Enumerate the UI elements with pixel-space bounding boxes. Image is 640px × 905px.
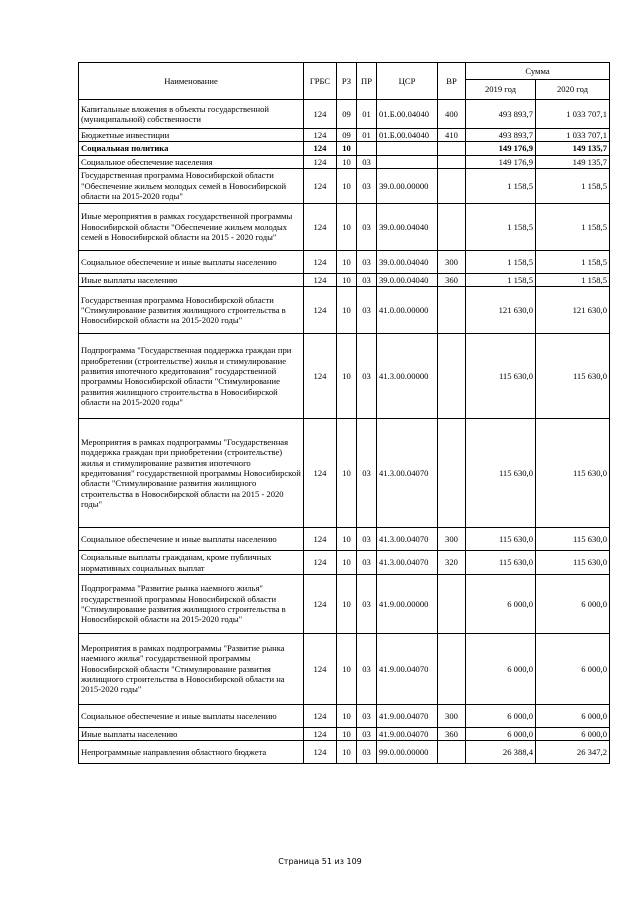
cell-pr: 03 bbox=[357, 741, 377, 764]
header-csr: ЦСР bbox=[377, 63, 438, 100]
cell-name: Подпрограмма "Государственная поддержка граждан при приобретении (строительстве) жилья и стимулирование развития ипотечного кредитования" государственной программы Новосибирской области "Стимулирование развития жилищного строительства в Новосибирской области на 2015-2020 годы" bbox=[79, 334, 304, 419]
cell-pr: 03 bbox=[357, 273, 377, 286]
table-row bbox=[79, 129, 610, 142]
cell-csr: 99.0.00.00000 bbox=[377, 741, 438, 764]
cell-pr: 01 bbox=[357, 129, 377, 142]
cell-rz: 10 bbox=[337, 741, 357, 764]
cell-rz: 10 bbox=[337, 155, 357, 168]
cell-sum-2019: 1 158,5 bbox=[466, 168, 536, 203]
cell-sum-2019: 1 158,5 bbox=[466, 273, 536, 286]
cell-grbs: 124 bbox=[304, 250, 337, 273]
cell-rz: 10 bbox=[337, 528, 357, 551]
cell-rz: 10 bbox=[337, 203, 357, 250]
cell-rz: 10 bbox=[337, 168, 357, 203]
cell-sum-2019: 121 630,0 bbox=[466, 287, 536, 334]
table-body bbox=[79, 100, 610, 764]
cell-sum-2019: 1 158,5 bbox=[466, 250, 536, 273]
table-row bbox=[79, 155, 610, 168]
cell-grbs: 124 bbox=[304, 168, 337, 203]
cell-sum-2019: 26 388,4 bbox=[466, 741, 536, 764]
table-row bbox=[79, 168, 610, 203]
cell-vr bbox=[438, 142, 466, 155]
cell-rz: 10 bbox=[337, 551, 357, 575]
cell-sum-2020: 1 158,5 bbox=[536, 273, 610, 286]
cell-pr: 03 bbox=[357, 203, 377, 250]
cell-name: Иные выплаты населению bbox=[79, 727, 304, 740]
cell-pr: 03 bbox=[357, 574, 377, 633]
cell-vr bbox=[438, 155, 466, 168]
cell-name: Социальное обеспечение и иные выплаты населению bbox=[79, 704, 304, 727]
cell-rz: 10 bbox=[337, 727, 357, 740]
table-row bbox=[79, 287, 610, 334]
header-vr: ВР bbox=[438, 63, 466, 100]
cell-grbs: 124 bbox=[304, 741, 337, 764]
cell-pr: 03 bbox=[357, 155, 377, 168]
cell-rz: 10 bbox=[337, 142, 357, 155]
cell-vr bbox=[438, 203, 466, 250]
cell-name: Мероприятия в рамках подпрограммы "Государственная поддержка граждан при приобретении (строительстве) жилья и стимулирование развития ипотечного кредитования" государственной программы Новосибирской области "Стимулирование развития жилищного строительства в Новосибирской области на 2015 - 2020 годы" bbox=[79, 419, 304, 528]
cell-sum-2020: 115 630,0 bbox=[536, 419, 610, 528]
cell-sum-2020: 26 347,2 bbox=[536, 741, 610, 764]
cell-sum-2019: 115 630,0 bbox=[466, 551, 536, 575]
cell-grbs: 124 bbox=[304, 287, 337, 334]
cell-csr: 01.Б.00.04040 bbox=[377, 129, 438, 142]
cell-vr: 300 bbox=[438, 704, 466, 727]
cell-rz: 10 bbox=[337, 334, 357, 419]
cell-grbs: 124 bbox=[304, 704, 337, 727]
table-row bbox=[79, 528, 610, 551]
cell-grbs: 124 bbox=[304, 129, 337, 142]
header-year-2020: 2020 год bbox=[536, 80, 610, 100]
cell-rz: 10 bbox=[337, 250, 357, 273]
table-row bbox=[79, 203, 610, 250]
cell-pr: 03 bbox=[357, 168, 377, 203]
cell-sum-2020: 121 630,0 bbox=[536, 287, 610, 334]
cell-vr: 410 bbox=[438, 129, 466, 142]
table-row bbox=[79, 142, 610, 155]
cell-csr: 41.9.00.00000 bbox=[377, 574, 438, 633]
cell-vr bbox=[438, 574, 466, 633]
header-year-2019: 2019 год bbox=[466, 80, 536, 100]
cell-rz: 09 bbox=[337, 100, 357, 129]
table-row bbox=[79, 633, 610, 704]
cell-sum-2020: 1 158,5 bbox=[536, 168, 610, 203]
cell-vr bbox=[438, 287, 466, 334]
cell-pr: 03 bbox=[357, 528, 377, 551]
cell-vr bbox=[438, 334, 466, 419]
cell-sum-2019: 493 893,7 bbox=[466, 129, 536, 142]
cell-grbs: 124 bbox=[304, 633, 337, 704]
cell-csr bbox=[377, 142, 438, 155]
cell-csr: 41.3.00.04070 bbox=[377, 419, 438, 528]
header-name: Наименование bbox=[79, 63, 304, 100]
cell-sum-2019: 6 000,0 bbox=[466, 633, 536, 704]
cell-sum-2020: 6 000,0 bbox=[536, 633, 610, 704]
cell-name: Капитальные вложения в объекты государственной (муниципальной) собственности bbox=[79, 100, 304, 129]
cell-sum-2020: 149 135,7 bbox=[536, 142, 610, 155]
cell-grbs: 124 bbox=[304, 727, 337, 740]
cell-grbs: 124 bbox=[304, 203, 337, 250]
cell-vr bbox=[438, 419, 466, 528]
budget-table bbox=[78, 62, 610, 764]
header-sum: Сумма bbox=[466, 63, 610, 80]
header-pr: ПР bbox=[357, 63, 377, 100]
cell-name: Непрограммные направления областного бюджета bbox=[79, 741, 304, 764]
table-row bbox=[79, 250, 610, 273]
header-rz: РЗ bbox=[337, 63, 357, 100]
cell-pr: 03 bbox=[357, 727, 377, 740]
cell-csr: 01.Б.00.04040 bbox=[377, 100, 438, 129]
cell-csr: 41.3.00.00000 bbox=[377, 334, 438, 419]
cell-grbs: 124 bbox=[304, 551, 337, 575]
cell-sum-2020: 6 000,0 bbox=[536, 574, 610, 633]
cell-sum-2019: 115 630,0 bbox=[466, 528, 536, 551]
cell-csr: 41.9.00.04070 bbox=[377, 727, 438, 740]
table-row bbox=[79, 741, 610, 764]
cell-sum-2019: 149 176,9 bbox=[466, 155, 536, 168]
cell-rz: 10 bbox=[337, 273, 357, 286]
cell-vr: 320 bbox=[438, 551, 466, 575]
cell-pr: 03 bbox=[357, 633, 377, 704]
table-row bbox=[79, 419, 610, 528]
cell-rz: 10 bbox=[337, 574, 357, 633]
table-row bbox=[79, 273, 610, 286]
cell-name: Иные мероприятия в рамках государственной программы Новосибирской области "Обеспечение жильем молодых семей в Новосибирской области на 2015 - 2020 годы" bbox=[79, 203, 304, 250]
cell-sum-2020: 115 630,0 bbox=[536, 551, 610, 575]
cell-csr: 41.0.00.00000 bbox=[377, 287, 438, 334]
cell-vr bbox=[438, 168, 466, 203]
cell-grbs: 124 bbox=[304, 419, 337, 528]
header-grbs: ГРБС bbox=[304, 63, 337, 100]
cell-csr: 39.0.00.04040 bbox=[377, 273, 438, 286]
cell-rz: 10 bbox=[337, 704, 357, 727]
cell-sum-2019: 115 630,0 bbox=[466, 419, 536, 528]
cell-vr: 400 bbox=[438, 100, 466, 129]
page-number: Страница 51 из 109 bbox=[278, 857, 362, 866]
cell-sum-2019: 6 000,0 bbox=[466, 727, 536, 740]
cell-name: Социальное обеспечение и иные выплаты населению bbox=[79, 250, 304, 273]
cell-sum-2019: 493 893,7 bbox=[466, 100, 536, 129]
cell-name: Государственная программа Новосибирской области "Обеспечение жильем молодых семей в Новосибирской области на 2015-2020 годы" bbox=[79, 168, 304, 203]
cell-csr: 39.0.00.04040 bbox=[377, 250, 438, 273]
cell-csr: 39.0.00.04040 bbox=[377, 203, 438, 250]
cell-pr: 03 bbox=[357, 250, 377, 273]
cell-name: Мероприятия в рамках подпрограммы "Развитие рынка наемного жилья" государственной программы Новосибирской области "Стимулирование развития жилищного строительства в Новосибирской области на 2015-2020 годы" bbox=[79, 633, 304, 704]
cell-pr: 03 bbox=[357, 419, 377, 528]
table-row bbox=[79, 574, 610, 633]
cell-vr: 300 bbox=[438, 250, 466, 273]
cell-sum-2020: 1 158,5 bbox=[536, 203, 610, 250]
cell-vr: 360 bbox=[438, 727, 466, 740]
cell-sum-2019: 6 000,0 bbox=[466, 574, 536, 633]
cell-rz: 09 bbox=[337, 129, 357, 142]
cell-name: Бюджетные инвестиции bbox=[79, 129, 304, 142]
cell-csr: 41.3.00.04070 bbox=[377, 528, 438, 551]
cell-pr bbox=[357, 142, 377, 155]
cell-sum-2020: 149 135,7 bbox=[536, 155, 610, 168]
cell-sum-2019: 1 158,5 bbox=[466, 203, 536, 250]
cell-sum-2019: 6 000,0 bbox=[466, 704, 536, 727]
cell-name: Иные выплаты населению bbox=[79, 273, 304, 286]
table-row bbox=[79, 727, 610, 740]
cell-pr: 03 bbox=[357, 551, 377, 575]
cell-vr: 360 bbox=[438, 273, 466, 286]
cell-grbs: 124 bbox=[304, 574, 337, 633]
cell-rz: 10 bbox=[337, 633, 357, 704]
cell-vr: 300 bbox=[438, 528, 466, 551]
cell-sum-2020: 1 033 707,1 bbox=[536, 129, 610, 142]
cell-sum-2020: 1 158,5 bbox=[536, 250, 610, 273]
cell-rz: 10 bbox=[337, 287, 357, 334]
cell-grbs: 124 bbox=[304, 100, 337, 129]
cell-rz: 10 bbox=[337, 419, 357, 528]
table-row bbox=[79, 334, 610, 419]
cell-sum-2019: 115 630,0 bbox=[466, 334, 536, 419]
cell-csr: 41.9.00.04070 bbox=[377, 704, 438, 727]
cell-name: Социальное обеспечение и иные выплаты населению bbox=[79, 528, 304, 551]
cell-csr: 41.9.00.04070 bbox=[377, 633, 438, 704]
cell-sum-2020: 6 000,0 bbox=[536, 704, 610, 727]
cell-name: Социальное обеспечение населения bbox=[79, 155, 304, 168]
cell-sum-2020: 6 000,0 bbox=[536, 727, 610, 740]
cell-name: Социальные выплаты гражданам, кроме публичных нормативных социальных выплат bbox=[79, 551, 304, 575]
cell-grbs: 124 bbox=[304, 273, 337, 286]
cell-pr: 03 bbox=[357, 334, 377, 419]
cell-grbs: 124 bbox=[304, 142, 337, 155]
table-row bbox=[79, 551, 610, 575]
cell-sum-2020: 1 033 707,1 bbox=[536, 100, 610, 129]
cell-grbs: 124 bbox=[304, 528, 337, 551]
table-row bbox=[79, 704, 610, 727]
cell-sum-2020: 115 630,0 bbox=[536, 334, 610, 419]
cell-grbs: 124 bbox=[304, 155, 337, 168]
cell-pr: 03 bbox=[357, 287, 377, 334]
cell-sum-2020: 115 630,0 bbox=[536, 528, 610, 551]
cell-name: Социальная политика bbox=[79, 142, 304, 155]
cell-grbs: 124 bbox=[304, 334, 337, 419]
table-row bbox=[79, 100, 610, 129]
cell-csr bbox=[377, 155, 438, 168]
cell-csr: 39.0.00.00000 bbox=[377, 168, 438, 203]
cell-vr bbox=[438, 741, 466, 764]
cell-vr bbox=[438, 633, 466, 704]
cell-pr: 03 bbox=[357, 704, 377, 727]
cell-name: Государственная программа Новосибирской области "Стимулирование развития жилищного строительства в Новосибирской области на 2015-2020 годы" bbox=[79, 287, 304, 334]
cell-pr: 01 bbox=[357, 100, 377, 129]
cell-sum-2019: 149 176,9 bbox=[466, 142, 536, 155]
cell-csr: 41.3.00.04070 bbox=[377, 551, 438, 575]
cell-name: Подпрограмма "Развитие рынка наемного жилья" государственной программы Новосибирской области "Стимулирование развития жилищного строительства в Новосибирской области на 2015-2020 годы" bbox=[79, 574, 304, 633]
